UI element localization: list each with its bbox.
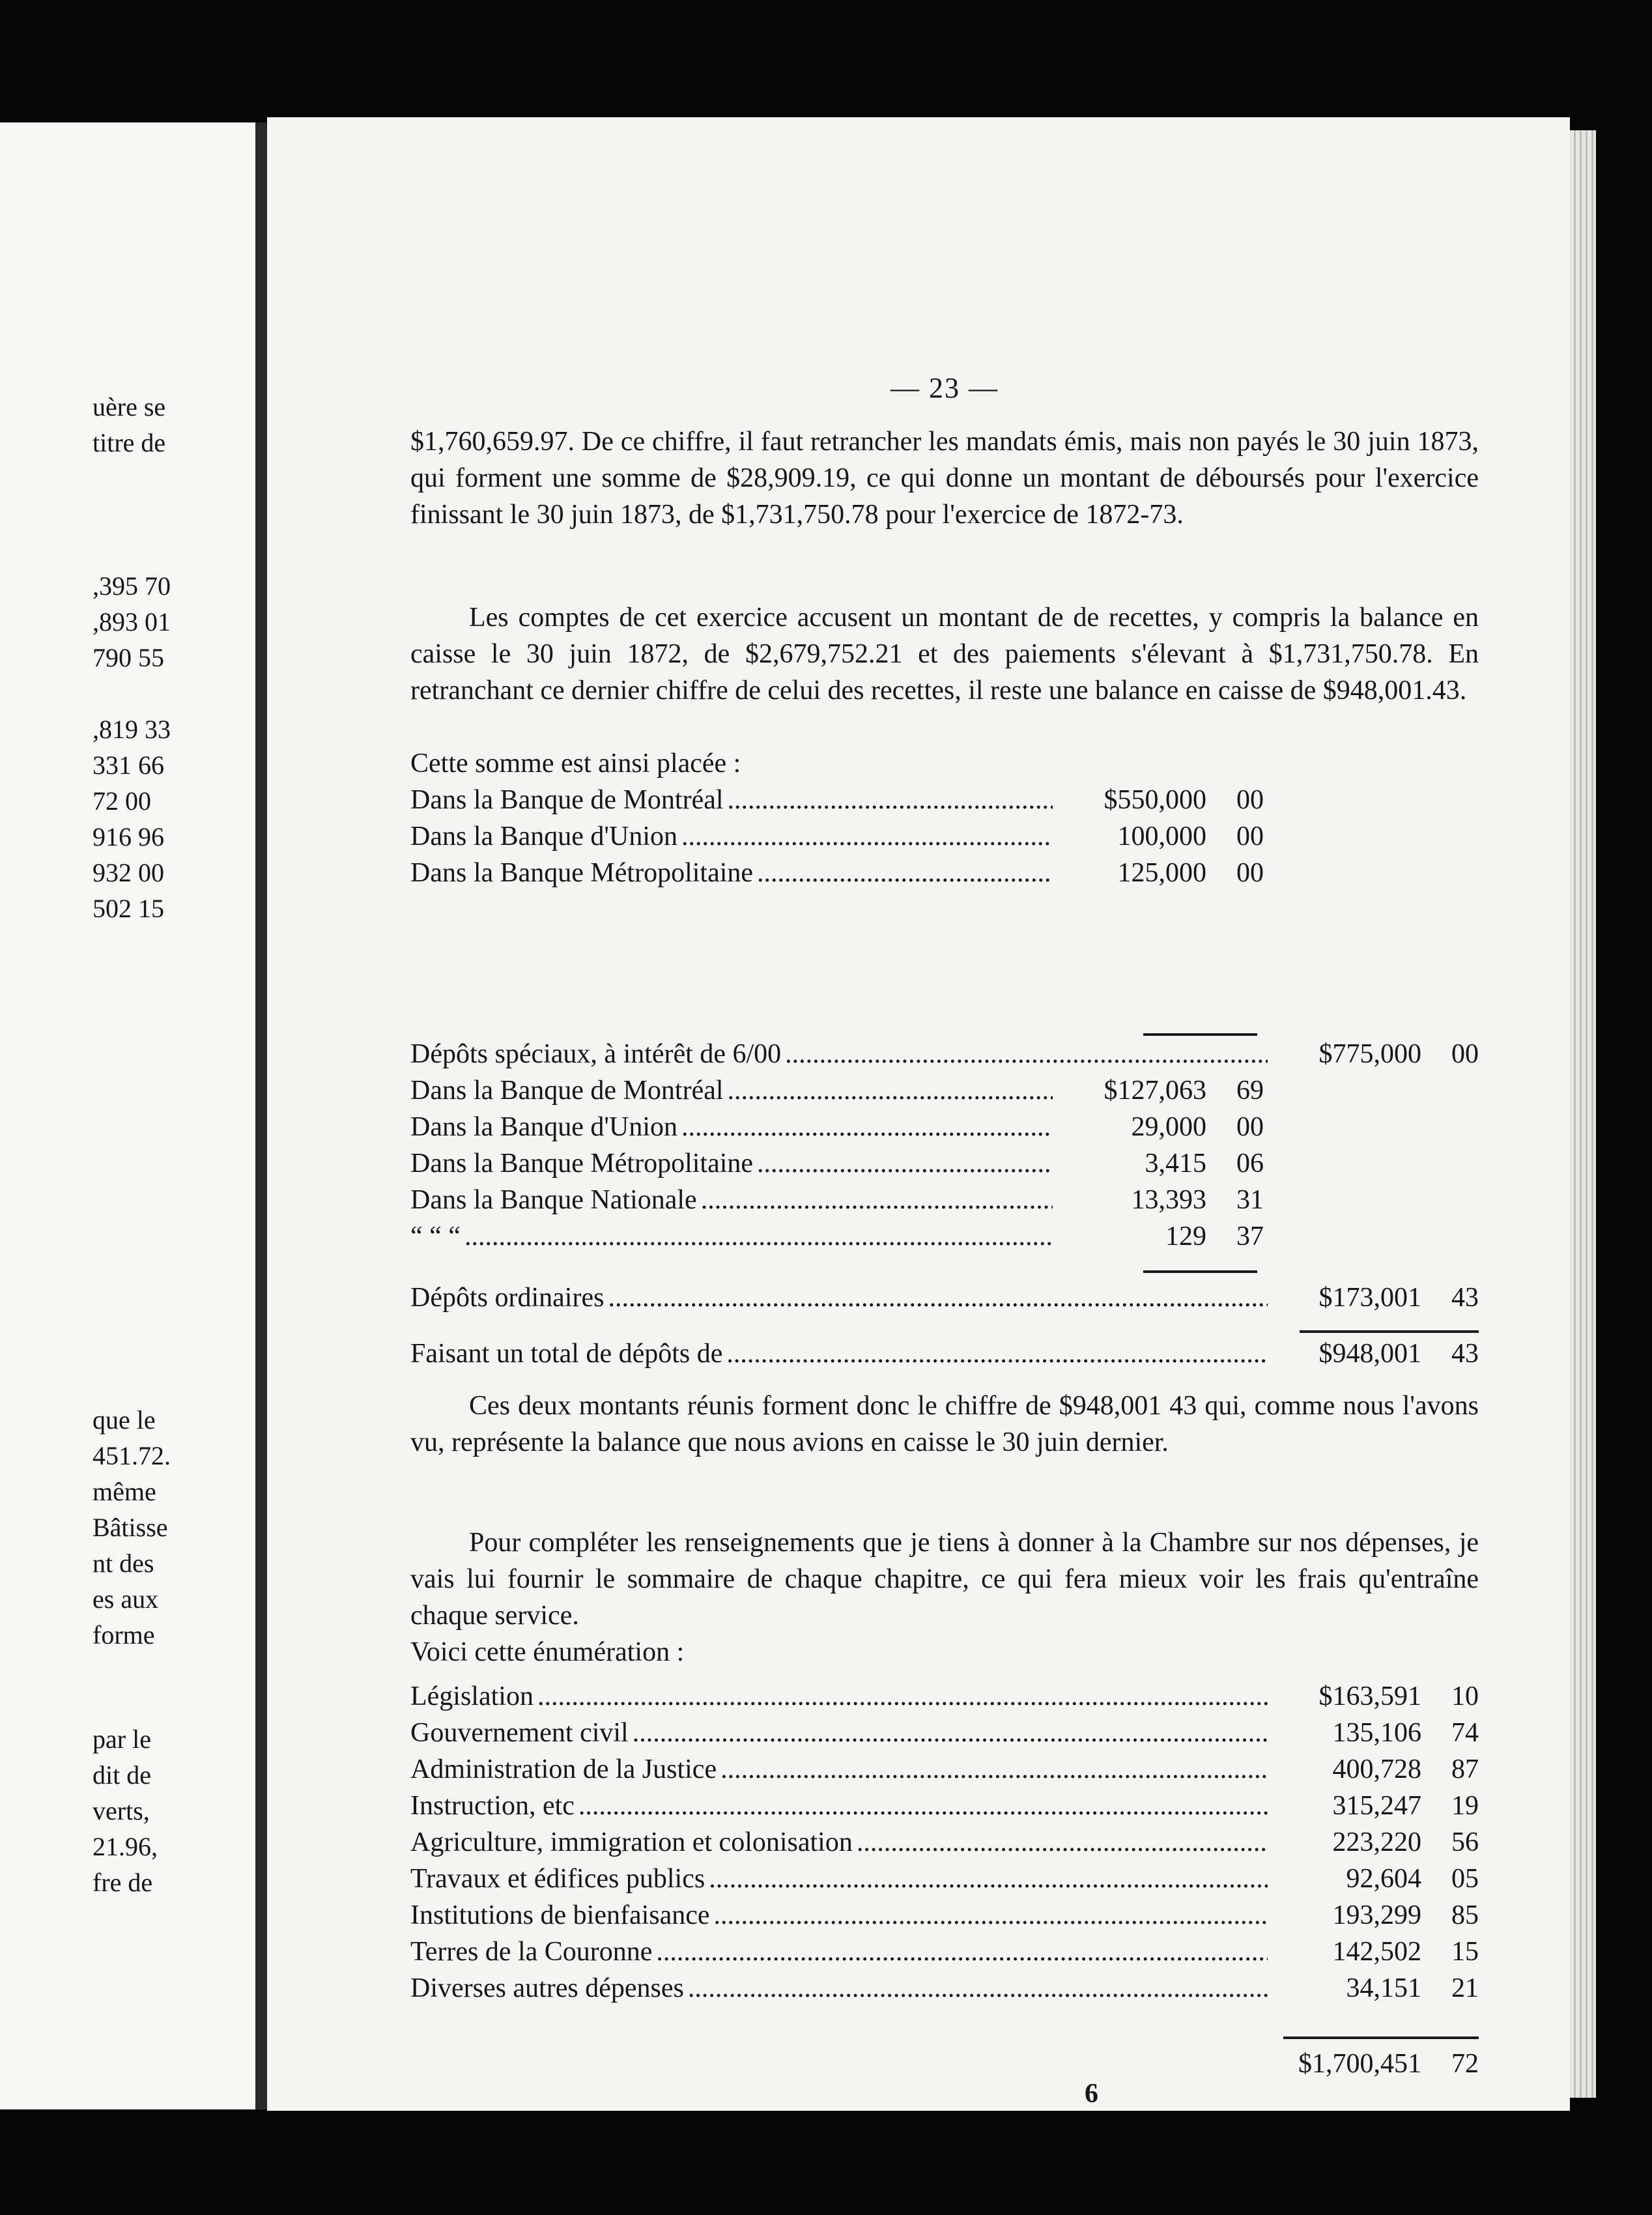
amount-dollars: $163,591	[1318, 1681, 1421, 1711]
leader-dots	[681, 818, 1053, 855]
previous-page-line: 932 00	[93, 858, 164, 887]
amount-cents: 56	[1451, 1827, 1479, 1857]
amount-cents: 87	[1451, 1754, 1479, 1784]
amount-cents: 00	[1236, 858, 1264, 888]
leader-dots	[688, 1970, 1268, 2007]
row-label: Dans la Banque de Montréal	[410, 1076, 724, 1106]
previous-page-line: 916 96	[93, 822, 164, 851]
amount-dollars: 142,502	[1332, 1937, 1421, 1967]
amount-cents: 43	[1451, 1339, 1479, 1369]
leader-dots	[728, 1072, 1053, 1109]
table-row	[410, 1934, 1479, 1970]
previous-page-line: ,893 01	[93, 607, 171, 636]
table-row	[410, 818, 1264, 855]
previous-page-line: es aux	[93, 1584, 159, 1614]
amount-cents: 21	[1451, 1973, 1479, 2003]
row-label: Travaux et édifices publics	[410, 1864, 705, 1894]
table-row	[410, 1182, 1264, 1218]
previous-page-line: ,395 70	[93, 571, 171, 601]
amount-dollars: 129	[1165, 1222, 1206, 1251]
amount-cents: 00	[1451, 1039, 1479, 1069]
table-row	[410, 1145, 1264, 1182]
table-row	[410, 1036, 1479, 1072]
amount-dollars: $550,000	[1104, 785, 1206, 815]
leader-dots	[728, 782, 1053, 818]
amount-cents: 15	[1451, 1937, 1479, 1967]
table-row	[410, 1824, 1479, 1861]
amount-cents: 10	[1451, 1681, 1479, 1711]
amount-cents: 43	[1451, 1283, 1479, 1313]
leader-dots	[757, 855, 1053, 891]
previous-page-line: 72 00	[93, 786, 151, 816]
amount-dollars: 34,151	[1346, 1973, 1421, 2003]
row-label: Dépôts ordinaires	[410, 1283, 605, 1313]
previous-page-line: 331 66	[93, 750, 164, 780]
table-row	[410, 1788, 1479, 1824]
leader-dots	[537, 1678, 1268, 1715]
leader-dots	[714, 1897, 1268, 1934]
table-row	[410, 1970, 1479, 2007]
table-row	[410, 1715, 1479, 1751]
leader-dots	[785, 1036, 1268, 1072]
leader-dots	[726, 1336, 1268, 1372]
amount-dollars: $775,000	[1318, 1039, 1421, 1069]
page-gutter	[255, 122, 267, 2109]
previous-page-line: fre de	[93, 1868, 153, 1897]
document-page	[267, 117, 1570, 2111]
amount-dollars: 92,604	[1346, 1864, 1421, 1894]
placement-subtotal-rule	[1143, 1033, 1257, 1036]
previous-page-line: ,819 33	[93, 715, 171, 744]
amount-cents: 00	[1236, 822, 1264, 851]
amount-cents: 72	[1451, 2049, 1479, 2079]
row-label: Terres de la Couronne	[410, 1937, 653, 1967]
paragraph-accounts: Les comptes de cet exercice accusent un montant de de recettes, y compris la balance en caisse le 30 juin 1872, de $2,679,752.21 et des paiements s'élevant à $1,731,750.78. En retranchant ce dernier chiffre de celui des recettes, il reste une balance en caisse de $948,001.43.	[410, 603, 1479, 706]
leader-dots	[701, 1182, 1053, 1218]
leader-dots	[656, 1934, 1268, 1970]
amount-dollars: 223,220	[1332, 1827, 1421, 1857]
previous-page-line: 790 55	[93, 643, 164, 672]
amount-cents: 37	[1236, 1222, 1264, 1251]
table-row	[410, 1861, 1479, 1897]
row-label: Dans la Banque d'Union	[410, 1112, 677, 1142]
total-rule	[1283, 2036, 1479, 2039]
ordinary-subtotal-rule	[1143, 1270, 1257, 1273]
grand-total-rule	[1300, 1330, 1479, 1333]
leader-dots	[578, 1788, 1268, 1824]
table-row	[410, 1678, 1479, 1715]
previous-page-line: que le	[93, 1405, 156, 1435]
amount-cents: 69	[1236, 1076, 1264, 1106]
previous-page-line: Bâtisse	[93, 1513, 168, 1542]
leader-dots	[608, 1279, 1268, 1316]
previous-page-line: même	[93, 1477, 156, 1506]
row-label: Diverses autres dépenses	[410, 1973, 684, 2003]
previous-page-line: nt des	[93, 1549, 154, 1578]
row-label: Législation	[410, 1681, 534, 1711]
row-label: Administration de la Justice	[410, 1754, 717, 1784]
amount-dollars: $1,700,451	[1298, 2049, 1421, 2079]
amount-dollars: 400,728	[1332, 1754, 1421, 1784]
previous-page	[0, 122, 255, 2109]
paragraph-expenses-intro: Pour compléter les renseignements que je tiens à donner à la Chambre sur nos dépenses, je vais lui fournir le sommaire de chaque chapitre, ce qui fera mieux voir les frais qu'entraîne chaque service.	[410, 1528, 1479, 1631]
placement-intro: Cette somme est ainsi placée :	[410, 749, 741, 779]
table-row	[410, 1897, 1479, 1934]
amount-cents: 00	[1236, 785, 1264, 815]
table-row	[410, 1336, 1479, 1372]
amount-dollars: 29,000	[1131, 1112, 1206, 1142]
table-row	[410, 782, 1264, 818]
paragraph-summary: Ces deux montants réunis forment donc le chiffre de $948,001 43 qui, comme nous l'avons vu, représente la balance que nous avions en caisse le 30 juin dernier.	[410, 1391, 1479, 1457]
row-label: Dans la Banque Métropolitaine	[410, 858, 754, 888]
amount-dollars: 193,299	[1332, 1900, 1421, 1930]
row-label: Dans la Banque de Montréal	[410, 785, 724, 815]
page-edge	[1570, 130, 1596, 2098]
paragraph-intro: $1,760,659.97. De ce chiffre, il faut retrancher les mandats émis, mais non payés le 30 juin 1873, qui forment une somme de $28,909.19, ce qui donne un montant de déboursés pour l'exercice finissant le 30 juin 1873, de $1,731,750.78 pour l'exercice de 1872-73.	[410, 427, 1479, 530]
previous-page-line: forme	[93, 1620, 155, 1650]
amount-cents: 74	[1451, 1718, 1479, 1748]
row-label: Dans la Banque d'Union	[410, 822, 677, 851]
previous-page-line: dit de	[93, 1760, 151, 1790]
amount-cents: 85	[1451, 1900, 1479, 1930]
amount-dollars: 13,393	[1131, 1185, 1206, 1215]
table-row	[410, 1279, 1479, 1316]
amount-cents: 00	[1236, 1112, 1264, 1142]
row-label: Faisant un total de dépôts de	[410, 1339, 723, 1369]
amount-dollars: 315,247	[1332, 1791, 1421, 1821]
previous-page-line: 451.72.	[93, 1441, 171, 1470]
row-label: Dans la Banque Nationale	[410, 1185, 697, 1215]
amount-dollars: $127,063	[1104, 1076, 1206, 1106]
table-row	[410, 1072, 1264, 1109]
row-label: Instruction, etc	[410, 1791, 575, 1821]
previous-page-line: verts,	[93, 1796, 150, 1825]
previous-page-line: 21.96,	[93, 1832, 158, 1861]
leader-dots	[857, 1824, 1268, 1861]
amount-dollars: $948,001	[1318, 1339, 1421, 1369]
previous-page-line: par le	[93, 1724, 151, 1754]
table-row	[410, 2046, 1479, 2082]
previous-page-line: titre de	[93, 428, 166, 457]
table-row	[410, 1109, 1264, 1145]
leader-dots	[464, 1218, 1053, 1255]
page-number: — 23 —	[890, 372, 999, 404]
leader-dots	[681, 1109, 1053, 1145]
previous-page-line: uère se	[93, 392, 166, 422]
amount-dollars: 135,106	[1332, 1718, 1421, 1748]
row-label: “ “ “	[410, 1222, 461, 1251]
table-row	[410, 1218, 1264, 1255]
amount-dollars: 125,000	[1117, 858, 1206, 888]
amount-cents: 06	[1236, 1149, 1264, 1179]
leader-dots	[720, 1751, 1268, 1788]
table-row	[410, 1751, 1479, 1788]
leader-dots	[757, 1145, 1053, 1182]
amount-dollars: $173,001	[1318, 1283, 1421, 1313]
enumeration-intro: Voici cette énumération :	[410, 1637, 685, 1667]
leader-dots	[709, 1861, 1268, 1897]
signature-mark: 6	[1085, 2079, 1098, 2109]
amount-dollars: 100,000	[1117, 822, 1206, 851]
amount-cents: 19	[1451, 1791, 1479, 1821]
table-row	[410, 855, 1264, 891]
row-label: Dans la Banque Métropolitaine	[410, 1149, 754, 1179]
row-label: Agriculture, immigration et colonisation	[410, 1827, 853, 1857]
row-label: Dépôts spéciaux, à intérêt de 6/00	[410, 1039, 782, 1069]
amount-cents: 31	[1236, 1185, 1264, 1215]
amount-cents: 05	[1451, 1864, 1479, 1894]
row-label: Gouvernement civil	[410, 1718, 629, 1748]
amount-dollars: 3,415	[1145, 1149, 1206, 1179]
row-label: Institutions de bienfaisance	[410, 1900, 710, 1930]
previous-page-line: 502 15	[93, 894, 164, 923]
leader-dots	[633, 1715, 1268, 1751]
